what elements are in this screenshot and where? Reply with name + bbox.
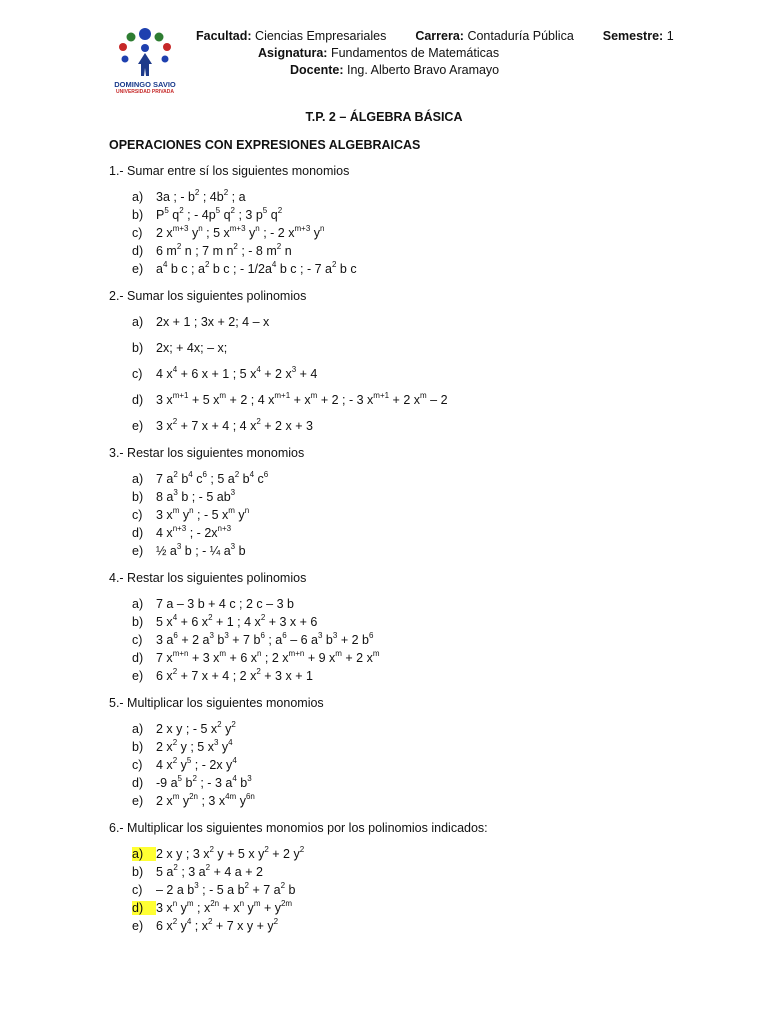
- q5-item-c: c) 4 $x^2$ $y^5$ ; - 2x $y^4$: [132, 755, 237, 772]
- highlighted-label: d): [132, 901, 156, 915]
- facultad-value: Ciencias Empresariales: [255, 29, 387, 43]
- question-5: 5.- Multiplicar los siguientes monomios: [109, 696, 324, 710]
- q5-item-b: b) 2 $x^2$ y ; 5 $x^3$ $y^4$: [132, 737, 233, 754]
- document-title: T.P. 2 – ÁLGEBRA BÁSICA: [305, 110, 463, 124]
- q3-item-b: b) 8 $a^3$ b ; - 5 $ab^3$: [132, 487, 236, 504]
- question-2: 2.- Sumar los siguientes polinomios: [109, 289, 307, 303]
- q6-item-a: a) 2 x y ; 3 $x^2$ y + 5 x $y^2 + 2$ $y^2$: [132, 844, 305, 861]
- q1-item-c: c) 2 $x^{m+3}$ $y^n$ ; 5 $x^{m+3}$ $y^n$ ; - 2 $x^{m+3}$ $y^n$: [132, 223, 325, 240]
- q3-item-e: e) ½ $a^3$ b ; - ¼ $a^3$ b: [132, 541, 246, 558]
- logo-text-main: DOMINGO SAVIO: [114, 80, 176, 89]
- document-header: [196, 28, 676, 79]
- section-subtitle: OPERACIONES CON EXPRESIONES ALGEBRAICAS: [109, 138, 421, 152]
- q3-item-c: c) 3 $x^m$ $y^n$ ; - 5 $x^m$ $y^n$: [132, 505, 250, 522]
- asignatura-label: Asignatura:: [258, 46, 328, 60]
- q6-item-e: e) 6 $x^2$ $y^4$ ; $x^2 + 7$ x $y + y^2$: [132, 916, 279, 933]
- q2-item-d: d) 3 $x^{m+1} + 5$ $x^m + 2$ ; 4 $x^{m+1} + x^m + 2$ ; - 3 $x^{m+1} + 2$ $x^m - 2$: [132, 390, 448, 407]
- q5-item-a: a) 2 x y ; - 5 $x^2$ $y^2$: [132, 719, 236, 736]
- q4-item-e: e) 6 $x^2 + 7$ x + 4 ; 2 $x^2 + 3$ x + 1: [132, 666, 313, 683]
- semestre-label: Semestre:: [602, 29, 664, 43]
- q1-item-d: d) 6 $m^2$ n ; 7 m $n^2$ ; - 8 $m^2$ n: [132, 241, 292, 258]
- university-logo: [108, 26, 182, 100]
- carrera-label: Carrera:: [415, 29, 464, 43]
- q6-item-b: b) 5 $a^2$ ; 3 $a^2 + 4$ a + 2: [132, 862, 263, 879]
- highlighted-label: a): [132, 847, 156, 861]
- q5-item-d: d) -9 $a^5$ $b^2$ ; - 3 $a^4$ $b^3$: [132, 773, 252, 790]
- q1-item-a: a) 3a ; - $b^2$ ; $4b^2$ ; a: [132, 187, 246, 204]
- q6-item-d: d) 3 $x^n$ $y^m$ ; $x^{2n} + x^n$ $y^m + y^{2m}$: [132, 898, 293, 915]
- q3-item-d: d) 4 $x^{n+3}$ ; - $2x^{n+3}$: [132, 523, 232, 540]
- logo-text-sub: UNIVERSIDAD PRIVADA: [116, 89, 174, 95]
- q5-item-e: e) 2 $x^m$ $y^{2n}$ ; 3 $x^{4m}$ $y^{6n}$: [132, 791, 255, 808]
- docente-value: Ing. Alberto Bravo Aramayo: [346, 63, 500, 77]
- facultad-label: Facultad:: [196, 29, 252, 43]
- q2-item-e: e) 3 $x^2 + 7$ x + 4 ; 4 $x^2 + 2$ x + 3: [132, 416, 313, 433]
- q2-item-b: b) 2x; + 4x; – x;: [132, 341, 228, 355]
- docente-label: Docente:: [290, 63, 344, 77]
- q1-item-b: b) $P^5$ $q^2$ ; - $4p^5$ $q^2$ ; 3 $p^5$ $q^2$: [132, 205, 283, 222]
- q3-item-a: a) 7 $a^2$ $b^4$ $c^6$ ; 5 $a^2$ $b^4$ $c^6$: [132, 469, 269, 486]
- logo-emblem-icon: [108, 26, 182, 80]
- question-1: 1.- Sumar entre sí los siguientes monomios: [109, 164, 350, 178]
- q4-item-b: b) 5 $x^4 + 6$ $x^2 + 1$ ; 4 $x^2 + 3$ x + 6: [132, 612, 318, 629]
- question-4: 4.- Restar los siguientes polinomios: [109, 571, 307, 585]
- q2-item-a: a) 2x + 1 ; 3x + 2; 4 – x: [132, 315, 270, 329]
- semestre-value: 1: [666, 29, 674, 43]
- q4-item-c: c) 3 $a^6 + 2$ $a^3$ $b^3 + 7$ $b^6$ ; $a^6 - 6$ $a^3$ $b^3 + 2$ $b^6$: [132, 630, 374, 647]
- carrera-value: Contaduría Pública: [467, 29, 574, 43]
- q4-item-a: a) 7 a – 3 b + 4 c ; 2 c – 3 b: [132, 597, 294, 611]
- asignatura-value: Fundamentos de Matemáticas: [330, 46, 500, 60]
- q2-item-c: c) 4 $x^4 + 6$ x + 1 ; 5 $x^4 + 2$ $x^3 + 4$: [132, 364, 318, 381]
- q6-item-c: c) – 2 a $b^3$ ; - 5 a $b^2 + 7$ $a^2$ b: [132, 880, 296, 897]
- q4-item-d: d) 7 $x^{m+n} + 3$ $x^m + 6$ $x^n$ ; 2 $x^{m+n} + 9$ $x^m + 2$ $x^m$: [132, 648, 380, 665]
- question-3: 3.- Restar los siguientes monomios: [109, 446, 305, 460]
- question-6: 6.- Multiplicar los siguientes monomios por los polinomios indicados:: [109, 821, 488, 835]
- q1-item-e: e) $a^4$ b c ; $a^2$ b c ; - $1/2a^4$ b c ; - 7 $a^2$ b c: [132, 259, 357, 276]
